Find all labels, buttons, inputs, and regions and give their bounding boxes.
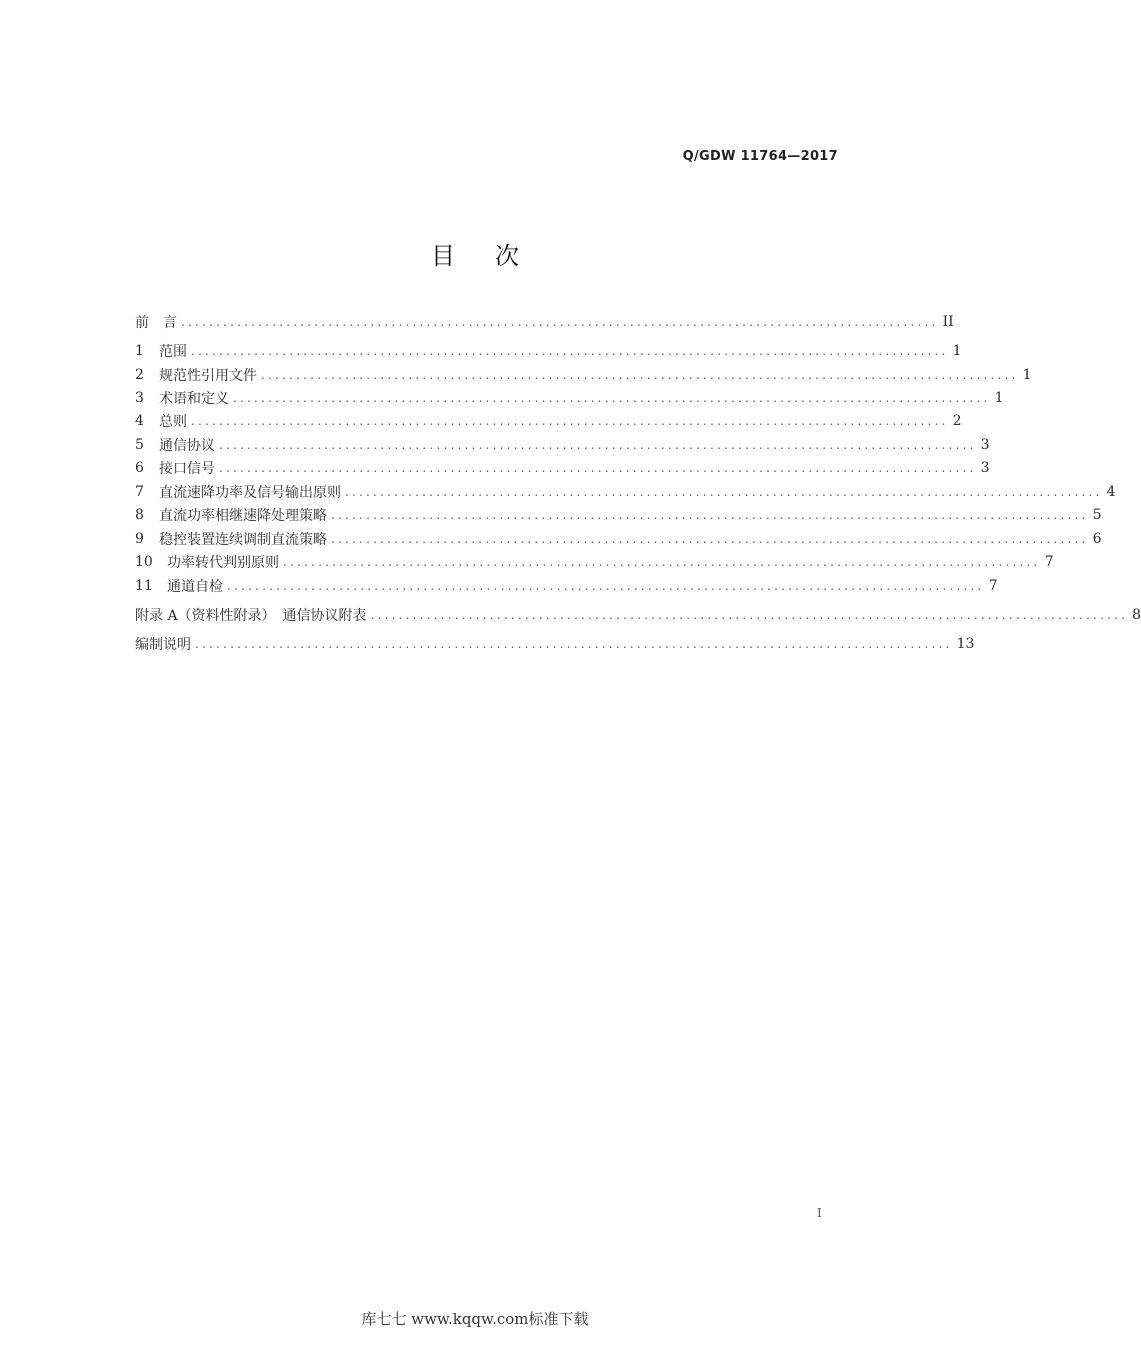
toc-leader-dots: ............................................................................................................: [283, 555, 1041, 569]
toc-entry-number: 11: [135, 578, 153, 594]
toc-entry-label: 范围: [159, 344, 187, 360]
toc-entry-label: 功率转代判别原则: [167, 555, 279, 571]
toc-entry-label: 直流速降功率及信号输出原则: [159, 485, 341, 501]
toc-entry-page: 1: [952, 343, 962, 359]
toc-leader-dots: ............................................................................................................: [219, 438, 977, 452]
toc-entry-number: 7: [135, 484, 144, 500]
toc-leader-dots: ............................................................................................................: [191, 344, 949, 358]
toc-entry-8[interactable]: [135, 504, 1102, 526]
toc-entry-foreword[interactable]: [135, 311, 954, 333]
toc-leader-dots: ............................................................................................................: [261, 368, 1019, 382]
toc-entry-page: II: [942, 314, 954, 330]
toc-entry-page: 4: [1106, 484, 1116, 500]
toc-leader-dots: ............................................................................................................: [191, 414, 949, 428]
toc-entry-number: 5: [135, 437, 144, 453]
toc-entry-page: 7: [1044, 554, 1054, 570]
toc-entry-number: 6: [135, 460, 144, 476]
toc-entry-page: 5: [1092, 507, 1102, 523]
toc-entry-number: 8: [135, 507, 144, 523]
toc-entry-number: 3: [135, 390, 144, 406]
toc-leader-dots: ............................................................................................................: [219, 461, 977, 475]
toc-entry-number: 9: [135, 531, 144, 547]
toc-leader-dots: ............................................................................................................: [181, 315, 939, 329]
toc-entry-label: 接口信号: [159, 461, 215, 477]
toc-entry-label: 通信协议: [159, 438, 215, 454]
toc-title: 目次: [431, 242, 559, 270]
toc-entry-page: 1: [1022, 367, 1032, 383]
toc-entry-page: 7: [988, 578, 998, 594]
toc-entry-page: 8: [1132, 607, 1141, 623]
toc-entry-5[interactable]: [135, 434, 990, 456]
toc-leader-dots: ............................................................................................................: [331, 508, 1089, 522]
toc-entry-label: 通道自检: [167, 579, 223, 595]
toc-entry-9[interactable]: [135, 528, 1102, 550]
toc-entry-compilation-notes[interactable]: [135, 633, 975, 655]
toc-entry-3[interactable]: [135, 387, 1004, 409]
toc-entry-page: 2: [952, 413, 962, 429]
toc-entry-page: 3: [980, 460, 990, 476]
toc-entry-label: 稳控装置连续调制直流策略: [159, 532, 327, 548]
toc-entry-label: 规范性引用文件: [159, 368, 257, 384]
toc-entry-number: 10: [135, 554, 153, 570]
toc-entry-label: 术语和定义: [159, 391, 229, 407]
toc-entry-label: 编制说明: [135, 637, 191, 653]
toc-entry-number: 4: [135, 413, 144, 429]
toc-entry-page: 6: [1092, 531, 1102, 547]
toc-entry-page: 3: [980, 437, 990, 453]
footer-watermark-text: 库七七 www.kqqw.com标准下载: [361, 1310, 589, 1328]
toc-entry-number: 1: [135, 343, 144, 359]
toc-entry-label: 前 言: [135, 315, 177, 331]
toc-leader-dots: ............................................................................................................: [345, 485, 1103, 499]
toc-entry-appendix-a[interactable]: [135, 604, 1141, 626]
toc-entry-11[interactable]: [135, 575, 998, 597]
toc-entry-page: 1: [994, 390, 1004, 406]
toc-entry-2[interactable]: [135, 364, 1032, 386]
toc-entry-label: 直流功率相继速降处理策略: [159, 508, 327, 524]
toc-entry-number: 2: [135, 367, 144, 383]
toc-leader-dots: ............................................................................................................: [195, 637, 953, 651]
document-code: Q/GDW 11764—2017: [682, 149, 838, 164]
toc-entry-10[interactable]: [135, 551, 1054, 573]
toc-entry-7[interactable]: [135, 481, 1116, 503]
toc-entry-6[interactable]: [135, 457, 990, 479]
toc-entry-1[interactable]: [135, 340, 962, 362]
toc-entry-4[interactable]: [135, 410, 962, 432]
toc-entry-label: 总则: [159, 414, 187, 430]
toc-leader-dots: ............................................................................................................: [227, 579, 985, 593]
toc-leader-dots: ............................................................................................................: [233, 391, 991, 405]
toc-leader-dots: ............................................................................................................: [331, 532, 1089, 546]
toc-leader-dots: ............................................................................................................: [370, 608, 1129, 622]
toc-entry-label: 附录 A（资料性附录） 通信协议附表: [135, 608, 367, 624]
page-number: I: [817, 1206, 822, 1220]
toc-entry-page: 13: [956, 636, 975, 652]
